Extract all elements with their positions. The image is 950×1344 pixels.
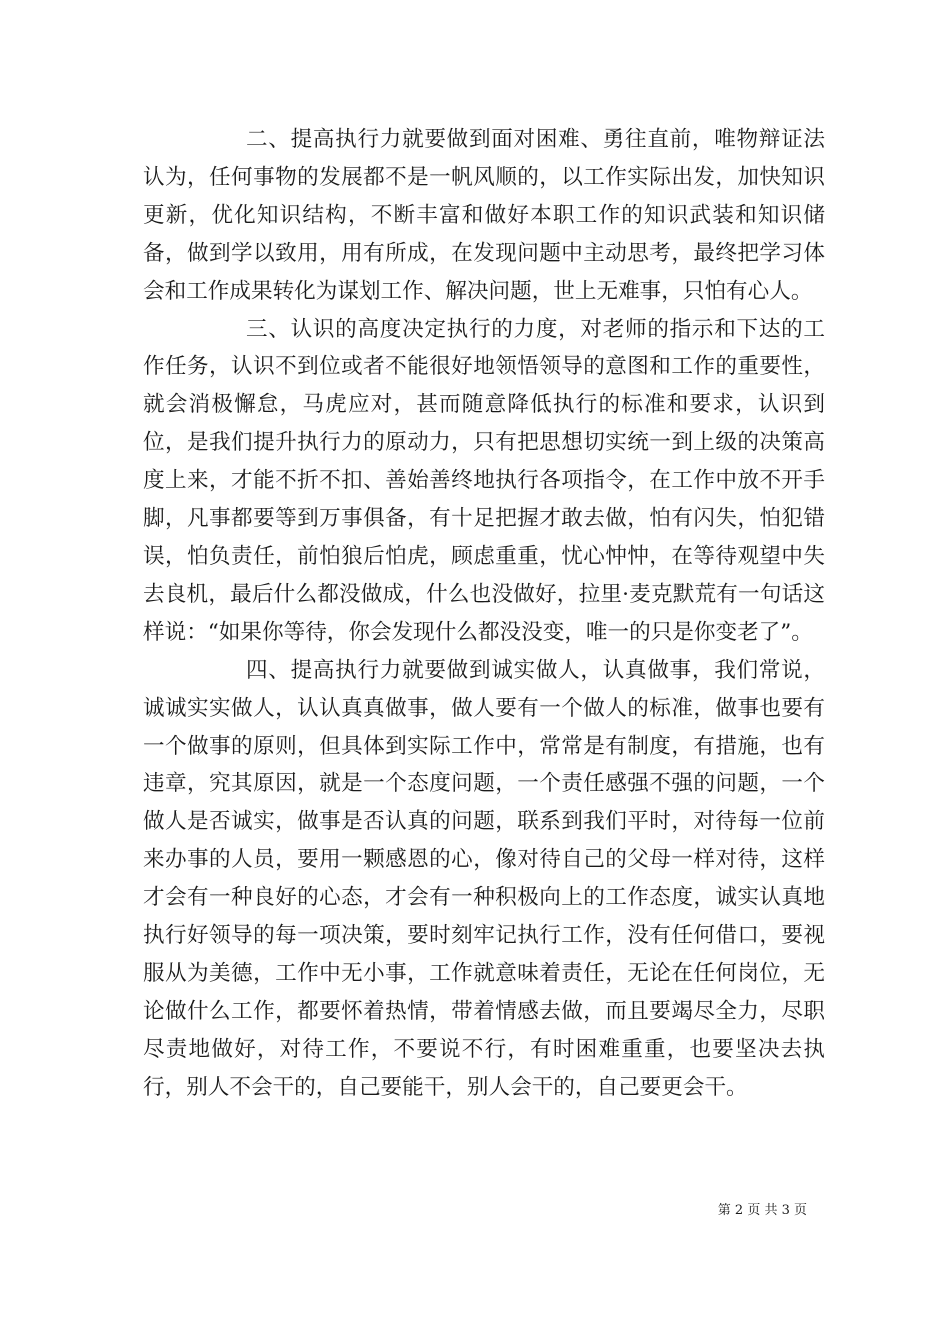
paragraph-4: 四、提高执行力就要做到诚实做人，认真做事，我们常说，诚诚实实做人，认认真真做事，做人要有一个做人的标准，做事也要有一个做事的原则，但具体到实际工作中，常常是有制度，有措施，也有违章，究其原因，就是一个态度问题，一个责任感强不强的问题，一个做人是否诚实，做事是否认真的问题，联系到我们平时，对待每一位前来办事的人员，要用一颗感恩的心，像对待自己的父母一样对待，这样才会有一种良好的心态，才会有一种积极向上的工作态度，诚实认真地执行好领导的每一项决策，要时刻牢记执行工作，没有任何借口，要视服从为美德，工作中无小事，工作就意味着责任，无论在任何岗位，无论做什么工作，都要怀着热情，带着情感去做，而且要竭尽全力，尽职尽责地做好，对待工作，不要说不行，有时困难重重，也要坚决去执行，别人不会干的，自己要能干，别人会干的，自己要更会干。: [143, 657, 825, 1100]
page-number-footer: 第 2 页 共 3 页: [717, 1203, 807, 1218]
paragraph-2: 二、提高执行力就要做到面对困难、勇往直前，唯物辩证法认为，任何事物的发展都不是一帆风顺的，以工作实际出发，加快知识更新，优化知识结构，不断丰富和做好本职工作的知识武装和知识储备，做到学以致用，用有所成，在发现问题中主动思考，最终把学习体会和工作成果转化为谋划工作、解决问题，世上无难事，只怕有心人。: [143, 127, 825, 304]
paragraph-3: 三、认识的高度决定执行的力度，对老师的指示和下达的工作任务，认识不到位或者不能很好地领悟领导的意图和工作的重要性，就会消极懈怠，马虎应对，甚而随意降低执行的标准和要求，认识到位，是我们提升执行力的原动力，只有把思想切实统一到上级的决策高度上来，才能不折不扣、善始善终地执行各项指令，在工作中放不开手脚，凡事都要等到万事俱备，有十足把握才敢去做，怕有闪失，怕犯错误，怕负责任，前怕狼后怕虎，顾虑重重，忧心忡忡，在等待观望中失去良机，最后什么都没做成，什么也没做好，拉里·麦克默荒有一句话这样说：“如果你等待，你会发现什么都没没变，唯一的只是你变老了”。: [143, 316, 825, 645]
document-body: [143, 121, 825, 1107]
